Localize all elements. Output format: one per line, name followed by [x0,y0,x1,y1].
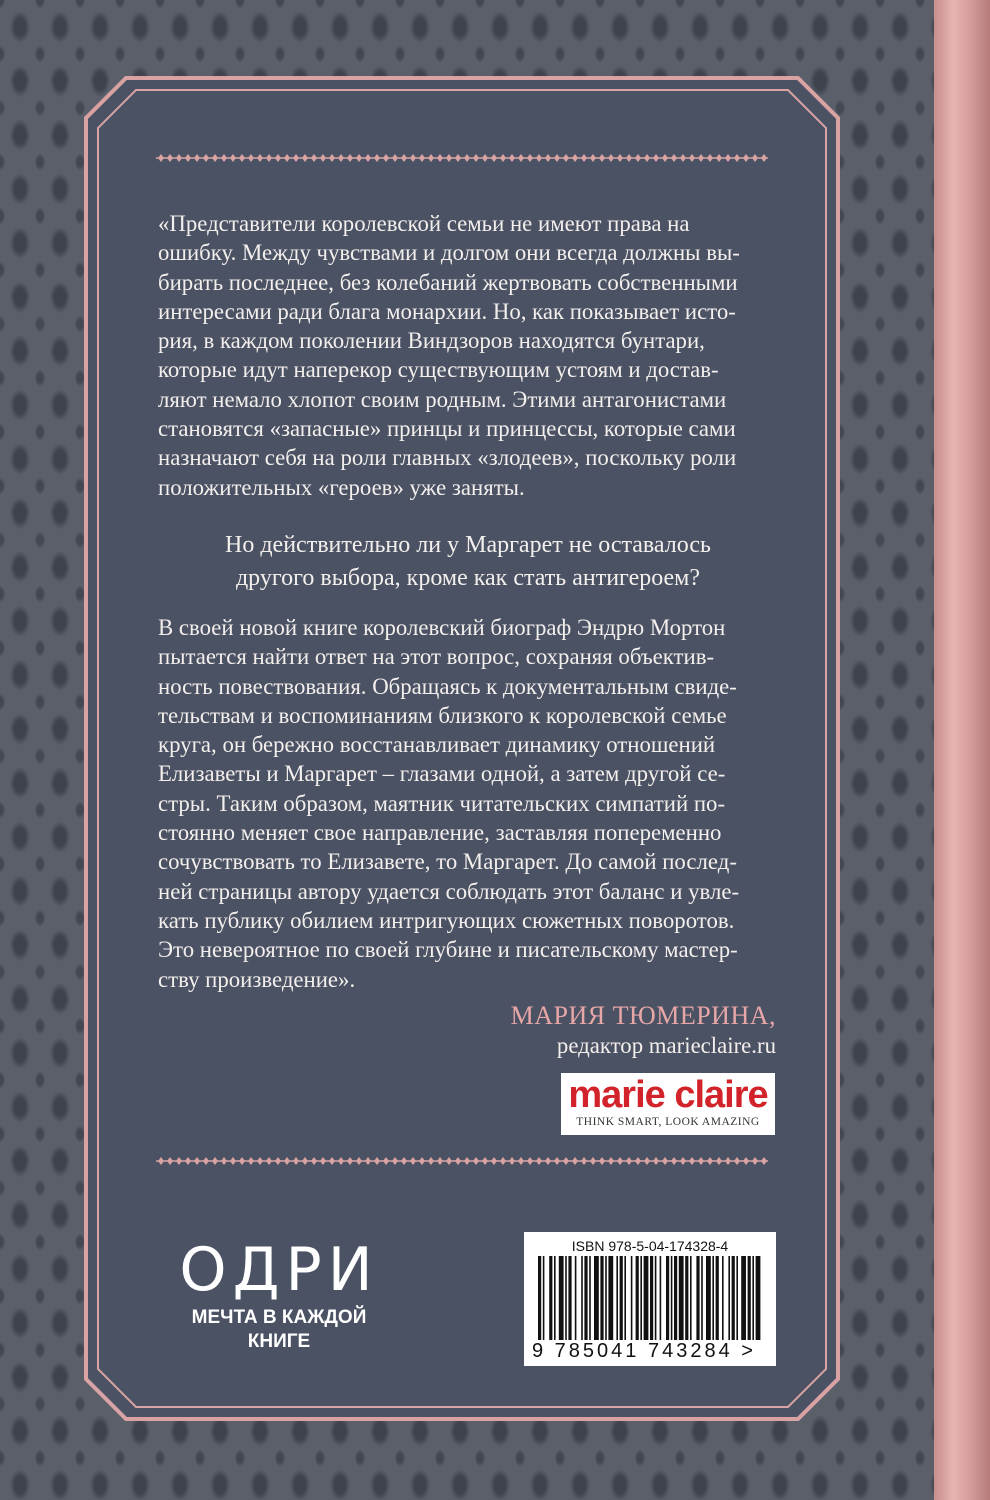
divider-diamond [428,154,434,162]
divider-diamond [185,1157,191,1165]
divider-diamond [266,154,272,162]
quote-main-line: кать публику обилием интригующих сюжетных поворотов. [158,907,735,933]
quote-main-line: тельствам и воспоминаниям близкого к королевской семье [158,702,727,728]
divider-diamond [311,1157,317,1165]
divider-diamond [644,154,650,162]
divider-diamond [446,154,452,162]
quote-main-line: ству произведение». [158,966,356,992]
barcode-bar [589,1256,591,1340]
top-divider [156,152,768,164]
quote-main-line: В своей новой книге королевский биограф Эндрю Мортон [158,615,726,640]
divider-diamond [230,1157,236,1165]
divider-diamond [653,1157,659,1165]
divider-diamond [554,154,560,162]
barcode-bar [696,1256,699,1340]
divider-diamond [212,154,218,162]
divider-diamond [320,1157,326,1165]
barcode-bar [728,1256,730,1340]
divider-diamond [437,154,443,162]
barcode-bar [722,1256,724,1340]
divider-diamond [275,1157,281,1165]
divider-diamond [491,154,497,162]
divider-diamond [725,154,731,162]
barcode-bar [716,1256,719,1340]
divider-diamond [698,1157,704,1165]
quote-intro-line: ляют немало хлопот своим родным. Этими антагонистами [158,386,727,412]
divider-diamond [527,1157,533,1165]
barcode-bar [660,1256,662,1340]
barcode-bar [685,1256,688,1340]
attribution-role: редактор marieclaire.ru [556,1033,776,1058]
divider-diamond [410,1157,416,1165]
divider-diamond [536,154,542,162]
divider-diamond [464,154,470,162]
barcode-bar [674,1256,677,1340]
publisher-tagline-1: МЕЧТА В КАЖДОЙ [191,1307,367,1328]
divider-diamond [410,154,416,162]
quote-intro-line: бирать последнее, без колебаний жертвовать собственными [158,269,738,295]
divider-diamond [176,1157,182,1165]
divider-diamond [761,154,767,162]
divider-diamond [572,154,578,162]
divider-diamond [653,154,659,162]
quote-intro-line: назначают себя на роли главных «злодеев», поскольку роли [158,445,737,471]
divider-diamond [248,1157,254,1165]
divider-diamond [473,1157,479,1165]
divider-diamond [734,154,740,162]
quote-intro-line: рия, в каждом поколении Виндзоров находятся бунтари, [158,328,705,354]
divider-diamond [230,154,236,162]
quote-main-line: ней страницы автору удается соблюдать этот баланс и увле- [158,878,740,904]
barcode-bar [736,1256,738,1340]
quote-main-line: Елизаветы и Маргарет – глазами одной, а затем другой се- [158,761,726,787]
barcode-bar [575,1256,577,1340]
quote-main-line: ность повествования. Обращаясь к документальным свиде- [158,673,737,699]
barcode-bar [584,1256,587,1340]
question-line-1: Но действительно ли у Маргарет не оставалось [225,532,711,558]
divider-diamond [572,1157,578,1165]
divider-diamond [356,154,362,162]
divider-diamond [248,154,254,162]
divider-diamond [158,154,164,162]
barcode-bar [671,1256,673,1340]
barcode-bar [608,1256,613,1340]
divider-diamond [617,1157,623,1165]
divider-diamond [635,1157,641,1165]
divider-diamond [635,154,641,162]
divider-diamond [563,154,569,162]
divider-diamond [644,1157,650,1165]
divider-diamond [617,154,623,162]
quote-intro-line: ошибку. Между чувствами и долгом они всегда должны вы- [158,240,740,266]
divider-diamond [608,1157,614,1165]
barcode-bar [741,1256,746,1340]
divider-diamond [356,1157,362,1165]
quote-intro-line: становятся «запасные» принцы и принцессы, которые сами [158,416,736,442]
barcode-bar [752,1256,754,1340]
attribution-name: МАРИЯ ТЮМЕРИНА, [510,1001,776,1030]
barcode-bar [549,1256,552,1340]
barcode-bar [732,1256,735,1340]
divider-diamond [383,154,389,162]
divider-diamond [293,1157,299,1165]
divider-diamond [212,1157,218,1165]
barcode-bar [600,1256,603,1340]
quote-main-line: Это невероятное по своей глубине и писательскому мастер- [158,937,738,963]
barcode-bar [655,1256,657,1340]
barcode-bar [624,1256,626,1340]
divider-diamond [518,154,524,162]
divider-diamond [329,154,335,162]
quote-main-line: сочувствовать то Елизавете, то Маргарет. До самой послед- [158,849,737,875]
divider-diamond [176,154,182,162]
divider-diamond [194,1157,200,1165]
divider-diamond [608,154,614,162]
divider-diamond [338,154,344,162]
divider-diamond [581,154,587,162]
divider-diamond [428,1157,434,1165]
barcode-bar [756,1256,761,1340]
divider-diamond [392,1157,398,1165]
barcode-bar [616,1256,618,1340]
divider-diamond [671,154,677,162]
divider-diamond [203,1157,209,1165]
quote-main-line: круга, он бережно восстанавливает динамику отношений [158,732,716,758]
divider-diamond [482,154,488,162]
divider-diamond [374,154,380,162]
divider-diamond [275,154,281,162]
divider-diamond [158,1157,164,1165]
divider-diamond [752,1157,758,1165]
divider-diamond [392,154,398,162]
bottom-divider [156,1155,768,1167]
barcode-bar [650,1256,653,1340]
divider-diamond [167,1157,173,1165]
barcode-bar [568,1256,571,1340]
quote-intro-line: которые идут наперекор существующим устоям и достав- [158,357,719,383]
divider-diamond [698,154,704,162]
barcode-bar [605,1256,607,1340]
divider-diamond [257,154,263,162]
divider-diamond [734,1157,740,1165]
divider-diamond [365,154,371,162]
divider-diamond [662,1157,668,1165]
divider-diamond [725,1157,731,1165]
isbn-barcode [524,1232,776,1366]
barcode-bar [565,1256,567,1340]
divider-diamond [716,154,722,162]
divider-diamond [527,154,533,162]
divider-diamond [221,154,227,162]
divider-diamond [203,154,209,162]
divider-diamond [662,154,668,162]
quote-intro [158,209,778,502]
divider-diamond [401,154,407,162]
divider-diamond [239,154,245,162]
divider-diamond [689,154,695,162]
divider-diamond [500,154,506,162]
divider-diamond [671,1157,677,1165]
divider-diamond [509,1157,515,1165]
divider-diamond [374,1157,380,1165]
divider-diamond [338,1157,344,1165]
divider-diamond [185,154,191,162]
divider-diamond [383,1157,389,1165]
divider-diamond [563,1157,569,1165]
divider-diamond [581,1157,587,1165]
marie-claire-logo [561,1073,775,1135]
divider-diamond [707,154,713,162]
divider-diamond [167,154,173,162]
divider-diamond [761,1157,767,1165]
barcode-bar [581,1256,583,1340]
divider-diamond [266,1157,272,1165]
divider-diamond [257,1157,263,1165]
divider-diamond [455,154,461,162]
divider-diamond [545,1157,551,1165]
divider-diamond [419,1157,425,1165]
quote-main-line: стоянно меняет свое направление, заставляя попеременно [158,820,722,846]
divider-diamond [680,154,686,162]
divider-diamond [455,1157,461,1165]
divider-diamond [590,1157,596,1165]
barcode-bar [538,1256,541,1340]
divider-diamond [491,1157,497,1165]
divider-diamond [221,1157,227,1165]
divider-diamond [446,1157,452,1165]
question-line-2: другого выбора, кроме как стать антигероем? [235,565,701,591]
divider-diamond [743,154,749,162]
barcode-bar [631,1256,633,1340]
divider-diamond [518,1157,524,1165]
divider-diamond [239,1157,245,1165]
marie-claire-brand: marie claire [568,1074,768,1116]
barcode-bar [748,1256,751,1340]
barcode-bar [620,1256,623,1340]
marie-claire-tagline: THINK SMART, LOOK AMAZING [576,1116,760,1128]
divider-diamond [545,154,551,162]
barcode-bar [636,1256,639,1340]
divider-diamond [302,154,308,162]
barcode-bar [712,1256,714,1340]
quote-intro-line: положительных «героев» уже заняты. [158,474,525,500]
barcode-bar [554,1256,556,1340]
divider-diamond [509,154,515,162]
barcode-bar [666,1256,669,1340]
divider-diamond [599,154,605,162]
book-spine-edge [934,0,990,1500]
divider-diamond [536,1157,542,1165]
divider-diamond [689,1157,695,1165]
divider-diamond [680,1157,686,1165]
barcode-bar [594,1256,599,1340]
divider-diamond [311,154,317,162]
divider-diamond [590,154,596,162]
central-question [158,529,778,595]
barcode-bar [706,1256,711,1340]
divider-diamond [293,154,299,162]
divider-diamond [347,1157,353,1165]
isbn-label: ISBN 978-5-04-174328-4 [571,1238,729,1254]
barcode-bar [679,1256,684,1340]
divider-diamond [500,1157,506,1165]
quote-main-line: пытается найти ответ на этот вопрос, сохраняя объектив- [158,644,715,670]
divider-diamond [599,1157,605,1165]
barcode-bar [690,1256,692,1340]
divider-diamond [473,154,479,162]
divider-diamond [320,154,326,162]
divider-diamond [419,154,425,162]
barcode-bar [559,1256,564,1340]
barcode-digits: 9 785041 743284 > [532,1340,756,1362]
divider-diamond [716,1157,722,1165]
barcode-bar [543,1256,545,1340]
quote-intro-line: «Представители королевской семьи не имеют права на [158,211,690,236]
barcode-bar [644,1256,649,1340]
divider-diamond [752,154,758,162]
publisher-name: ОДРИ [179,1235,379,1305]
divider-diamond [707,1157,713,1165]
divider-diamond [194,154,200,162]
divider-diamond [554,1157,560,1165]
publisher-logo [176,1235,382,1354]
divider-diamond [626,154,632,162]
divider-diamond [437,1157,443,1165]
divider-diamond [482,1157,488,1165]
quote-main [158,613,778,994]
divider-diamond [302,1157,308,1165]
divider-diamond [464,1157,470,1165]
divider-diamond [626,1157,632,1165]
quote-main-line: стры. Таким образом, маятник читательских симпатий по- [158,790,726,816]
divider-diamond [347,154,353,162]
quote-intro-line: интересами ради блага монархии. Но, как показывает исто- [158,298,736,324]
divider-diamond [284,154,290,162]
divider-diamond [284,1157,290,1165]
divider-diamond [365,1157,371,1165]
barcode-bars [538,1256,762,1340]
divider-diamond [401,1157,407,1165]
barcode-bar [640,1256,642,1340]
divider-diamond [329,1157,335,1165]
barcode-bar [701,1256,703,1340]
divider-diamond [743,1157,749,1165]
publisher-tagline-2: КНИГЕ [247,1331,311,1352]
